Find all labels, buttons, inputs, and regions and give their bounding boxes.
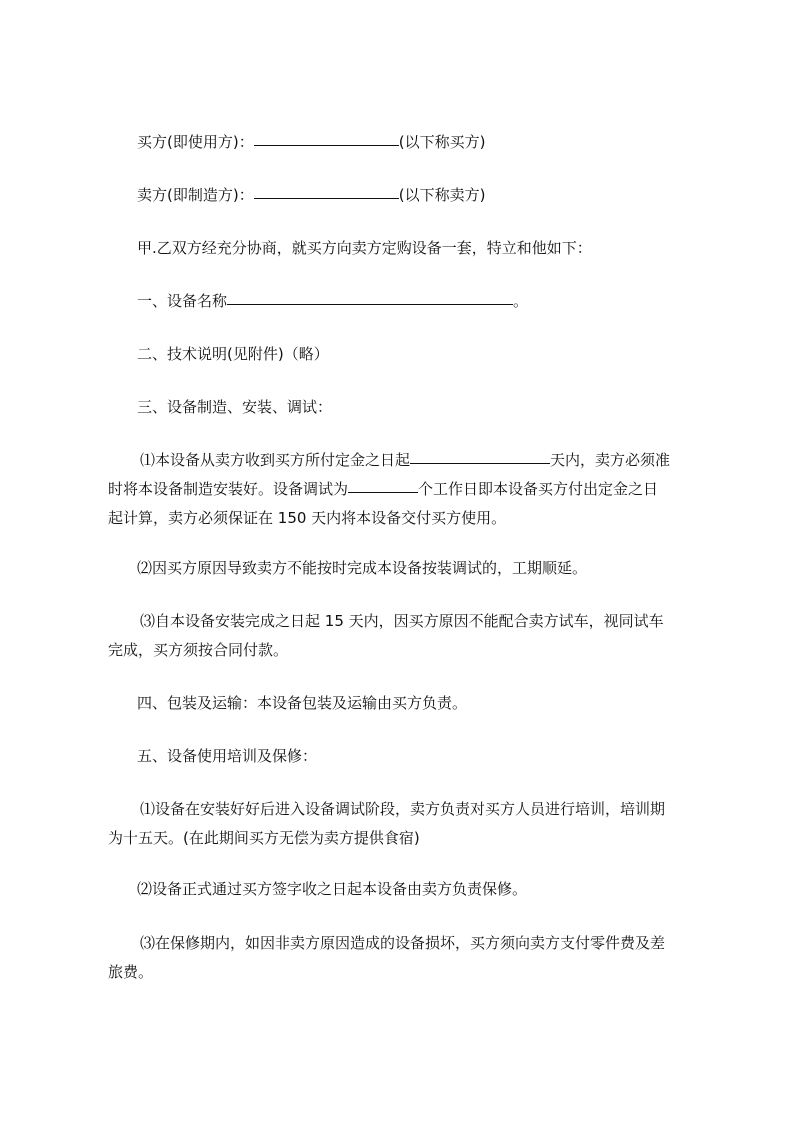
section-1-equipment-name — [137, 290, 528, 311]
intro-paragraph: 甲.乙双方经充分协商，就买方向卖方定购设备一套，特立和他如下： — [137, 239, 592, 257]
section-5-3-line-1: ⑶在保修期内，如因非卖方原因造成的设备损坏，买方须向卖方支付零件费及差 — [140, 934, 666, 952]
section-3-2: ⑵因买方原因导致卖方不能按时完成本设备按装调试的，工期顺延。 — [137, 559, 588, 577]
section-2-tech-spec: 二、技术说明(见附件)（略） — [137, 345, 329, 363]
seller-line — [137, 184, 485, 205]
buyer-blank — [254, 144, 399, 146]
section-3-1-line-2 — [108, 478, 658, 499]
section-3-heading: 三、设备制造、安装、调试： — [137, 398, 333, 416]
s3-1-l2-text: 时将本设备制造安装好。设备调试为 — [108, 480, 349, 498]
equipment-name-blank — [227, 303, 513, 305]
section-3-3-line-2: 完成，买方须按合同付款。 — [108, 641, 289, 659]
s3-1-l1-text: ⑴本设备从卖方收到买方所付定金之日起 — [140, 451, 411, 469]
seller-suffix: (以下称卖方) — [398, 186, 486, 204]
seller-blank — [254, 197, 399, 199]
section-5-heading: 五、设备使用培训及保修： — [137, 747, 318, 765]
workdays-blank — [348, 491, 418, 493]
section-3-3-line-1: ⑶自本设备安装完成之日起 15 天内，因买方原因不能配合卖方试车，视同试车 — [140, 612, 664, 630]
section-4-packaging: 四、包装及运输：本设备包装及运输由买方负责。 — [137, 694, 468, 712]
section-5-1-line-1: ⑴设备在安装好好后进入设备调试阶段，卖方负责对买方人员进行培训，培训期 — [140, 800, 666, 818]
section-5-2: ⑵设备正式通过买方签字收之日起本设备由卖方负责保修。 — [137, 880, 528, 898]
days-blank — [410, 462, 550, 464]
buyer-label: 买方(即使用方)： — [137, 133, 254, 151]
buyer-line — [137, 131, 485, 152]
section-5-1-line-2: 为十五天。(在此期间买方无偿为卖方提供食宿) — [108, 829, 420, 847]
buyer-suffix: (以下称买方) — [398, 133, 486, 151]
section-5-3-line-2: 旅费。 — [108, 963, 154, 981]
section-1-label: 一、设备名称 — [137, 292, 228, 310]
seller-label: 卖方(即制造方)： — [137, 186, 254, 204]
section-1-end: 。 — [513, 292, 529, 310]
s3-1-l1-end: 天内，卖方必须准 — [550, 451, 671, 469]
section-3-1-line-1 — [140, 449, 670, 470]
section-3-1-line-3: 起计算，卖方必须保证在 150 天内将本设备交付买方使用。 — [108, 509, 507, 527]
s3-1-l2-end: 个工作日即本设备买方付出定金之日 — [418, 480, 659, 498]
